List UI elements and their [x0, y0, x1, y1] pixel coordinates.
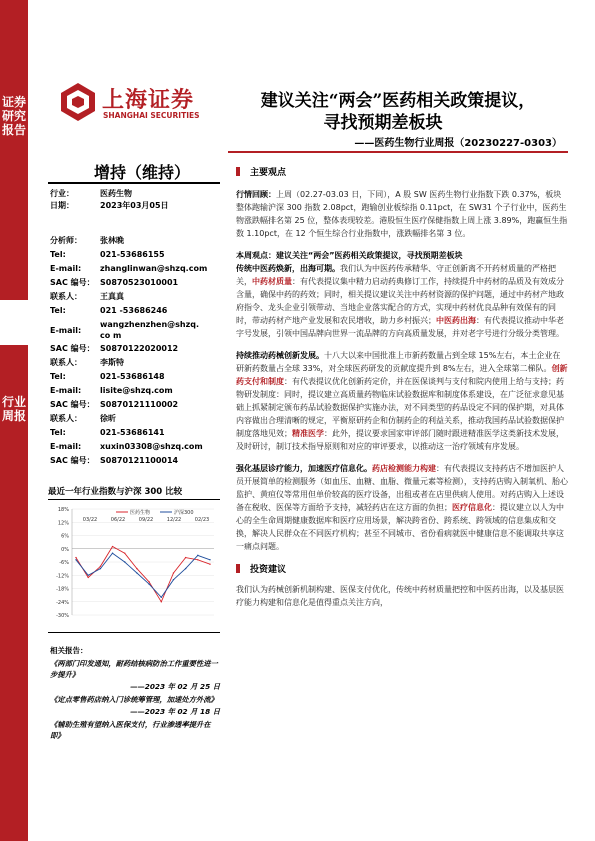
brand-name-cn: 上海证券: [102, 88, 195, 113]
analyst-value[interactable]: xuxin03308@shzq.com: [100, 442, 203, 451]
related-report-title[interactable]: 《两部门印发通知，耐药结核病防治工作重要性进一步提升》: [50, 659, 218, 679]
paragraph-weekly-view: [236, 249, 568, 262]
paragraph-lead: 传统中医药焕新，出海可期。: [236, 264, 340, 273]
x-tick-label: 09/22: [138, 517, 154, 523]
data-point: [185, 557, 186, 558]
y-tick-label: 18%: [57, 507, 69, 513]
related-report-date: ——2023 年 02 月 18 日: [130, 707, 220, 716]
related-heading: 相关报告：: [50, 646, 88, 655]
paragraph-primary-care: [236, 462, 568, 553]
analyst-value: 李斯特: [100, 358, 124, 367]
analyst-label: 分析师：: [50, 236, 82, 245]
highlight-text: 创新药支付和制度: [236, 364, 568, 386]
analyst-row: [50, 427, 222, 441]
chart-heading: 最近一年行业指数与沪深 300 比较: [48, 487, 183, 497]
paragraph-text: ：有代表提议支持药店不增加医护人员开展简单的检测服务（如血压、血糖、血脂、微量元素等检测），支持药店购入制氧机、胎心监护、黄疸仪等常用但单价较高的医疗设备，出租或者在店里供病人使用。对药店购入上述设备在税收、医保等方面给予支持，减轻药店在这方面的负担；: [236, 464, 568, 512]
y-tick-label: -24%: [56, 599, 69, 606]
related-report-date: ——2023 年 02 月 25 日: [130, 682, 220, 691]
analyst-label: Tel:: [50, 372, 66, 381]
analyst-label: Tel:: [50, 250, 66, 259]
data-point: [87, 577, 88, 578]
paragraph-investment: [236, 583, 568, 609]
section-heading: [236, 165, 568, 178]
x-tick-label: 12/22: [166, 517, 182, 523]
analyst-label: SAC 编号：: [50, 456, 95, 465]
brand-logo: [58, 82, 98, 122]
section-title: 投资建议: [250, 565, 287, 575]
analyst-value: 王真真: [100, 292, 124, 301]
analyst-value[interactable]: wangzhenzhen@shzq.co m: [100, 320, 200, 340]
analyst-label: Tel:: [50, 306, 66, 315]
analyst-row: [50, 413, 222, 427]
analyst-row: [50, 263, 222, 277]
highlight-text: 中药材质量: [252, 277, 292, 286]
section-title: 主要观点: [250, 168, 287, 178]
analyst-value: S0870121100014: [100, 456, 179, 465]
highlight-text: 医疗信息化: [452, 503, 492, 512]
analyst-value: 徐昕: [100, 414, 116, 423]
analyst-value: S0870121110002: [100, 400, 179, 409]
analyst-row: [50, 235, 222, 249]
report-subtitle: ——医药生物行业周报（20230227-0303）: [354, 138, 562, 149]
paragraph-text: ：有代表提议集中精力启动药典修订工作，持续提升中药材的品质及有效成分含量，确保中药的药效；同时，相关提议建议关注中药材资源的保护问题，通过中药材产地政府指令、龙头企业引领带动、当地企业落实配合的方式，实现中药材优良品种有效保有的同时，带动药材产地产业发展和农民增收，助力乡村振兴；: [236, 277, 564, 325]
data-point: [197, 555, 198, 556]
analyst-row: [50, 399, 222, 413]
data-point: [124, 561, 125, 562]
analyst-value[interactable]: lisite@shzq.com: [100, 386, 173, 395]
paragraph-text: ：有代表提议优化创新药定价，并在医保谈判与支付和院内使用上给与支持；药物研发制度：同时，提议建立高质量药物临床试验数据库和制度体系建设，在广泛征求意见基础上抓紧制定颁布药品试验数据保护实施办法，对不同类型的药品设定不同的保护期，对具体内容做出合理清晰的规定，平衡原研药企和仿制药企的利益关系，推动我国药品试验数据保护制度落地见效；: [236, 377, 564, 438]
data-point: [124, 552, 125, 553]
data-point: [148, 583, 149, 584]
paragraph-tcm: [236, 262, 568, 340]
paragraph-lead: 持续推动药械创新发展。: [236, 351, 324, 360]
analyst-value: 021-53686141: [100, 428, 165, 437]
paragraph-text: 我们认为药械创新机制构建、医保支付优化，传统中药材质量把控和中医药出海，以及基层医疗能力构建和信息化是值得重点关注方向，: [236, 585, 564, 607]
logo-mark-icon: [58, 82, 98, 122]
data-point: [100, 566, 101, 567]
analyst-row: [50, 455, 222, 469]
y-tick-label: 12%: [57, 520, 69, 527]
analyst-value: 021-53686148: [100, 372, 165, 381]
paragraph-text: ：此外，提议要求国家审评部门随时跟进精准医学这类新技术发展，及时研讨，制订技术指导原则和对应的审评要求，以推动这一治疗领域有序发展。: [236, 429, 564, 451]
analyst-value: S0870122020012: [100, 344, 179, 353]
highlight-text: 药店检测能力构建: [372, 464, 436, 473]
analyst-value[interactable]: zhanglinwan@shzq.com: [100, 264, 208, 273]
analyst-label: SAC 编号：: [50, 278, 95, 287]
paragraph-innovation: [236, 349, 568, 453]
meta-value: 医药生物: [100, 189, 132, 198]
x-tick-label: 06/22: [110, 517, 126, 523]
data-point: [197, 559, 198, 560]
y-tick-label: 6%: [61, 533, 69, 540]
related-report-title[interactable]: 《辅助生殖有望纳入医保支付，行业渗透率提升在即》: [50, 720, 211, 740]
section-heading: [236, 562, 568, 575]
paragraph-text: ：提议建立以人为中心的全生命周期健康数据库和医疗应用场景，解决跨省份、跨系统、跨领域的信息集成和交换，解决人民群众在不同医疗机构；甚至不同城市、省份看病就医中健康信息不能调取共享这一痛点问题。: [236, 503, 564, 551]
section-marker-icon: [236, 564, 240, 573]
series-line-pharma: [76, 547, 210, 602]
paragraph-text: 我们认为中医药传承精华、守正创新离不开药材质量的严格把关，: [236, 264, 556, 286]
analyst-row: [50, 319, 222, 343]
legend-label-hs300: 沪深300: [174, 510, 194, 516]
analyst-row: [50, 277, 222, 291]
data-point: [75, 557, 76, 558]
meta-value: 2023年03月05日: [100, 201, 169, 210]
sidebar-label-bottom: 行业周报: [1, 395, 26, 423]
paragraph-text: ：有代表提议推动中华老字号发展，引领中国品牌向世界一流品牌的方向高质量发展，并对老字号进行分级分类管理。: [236, 316, 564, 338]
brand-name-en: SHANGHAI SECURITIES: [103, 111, 200, 120]
data-point: [136, 572, 137, 573]
meta-row: [50, 200, 169, 211]
analyst-label: Tel:: [50, 428, 66, 437]
analyst-value: 021-53686155: [100, 250, 165, 259]
main-content: [236, 165, 568, 609]
section-marker-icon: [236, 167, 240, 176]
highlight-text: 精准医学: [292, 429, 324, 438]
data-point: [209, 559, 210, 560]
analyst-value: 021 -53686246: [100, 306, 168, 315]
analyst-label: 联系人：: [50, 414, 82, 423]
paragraph-lead: 行情回顾：: [236, 190, 276, 199]
report-title-line1: 建议关注“两会”医药相关政策提议，: [260, 91, 536, 111]
analyst-label: E-mail:: [50, 264, 82, 273]
meta-row: [50, 188, 169, 199]
index-comparison-chart: [48, 503, 220, 628]
analyst-label: 联系人：: [50, 292, 82, 301]
analyst-value: S0870523010001: [100, 278, 179, 287]
rating-divider: [48, 182, 220, 184]
x-tick-label: 03/22: [82, 517, 98, 523]
data-point: [112, 546, 113, 547]
data-point: [173, 572, 174, 573]
analyst-label: SAC 编号：: [50, 344, 95, 353]
paragraph-lead: 本周观点：建议关注“两会”医药相关政策提议，寻找预期差板块: [236, 251, 463, 260]
chart-divider: [48, 499, 220, 500]
meta-label: 行业：: [50, 189, 74, 198]
analyst-label: 联系人：: [50, 358, 82, 367]
analyst-row: [50, 343, 222, 357]
analyst-list: [50, 235, 222, 469]
data-point: [112, 552, 113, 553]
analyst-value: 张林晚: [100, 236, 124, 245]
data-point: [100, 568, 101, 569]
paragraph-text: 十八大以来中国批准上市新药数量占到全球 15%左右，本土企业在研新药数量占全球 33%，对全球医药研发的贡献度提升到 8%左右，进入全球第二梯队。: [236, 351, 561, 373]
data-point: [173, 579, 174, 580]
meta-label: 日期：: [50, 201, 74, 210]
rating: 增持（维持）: [93, 163, 190, 182]
y-tick-label: -30%: [56, 613, 69, 619]
analyst-row: [50, 291, 222, 305]
analyst-row: [50, 385, 222, 399]
data-point: [185, 568, 186, 569]
analyst-label: E-mail:: [50, 326, 82, 335]
analyst-label: SAC 编号：: [50, 400, 95, 409]
sidebar-label-top: 证券研究报告: [1, 95, 26, 137]
analyst-row: [50, 371, 222, 385]
data-point: [209, 564, 210, 565]
data-point: [75, 559, 76, 560]
x-tick-label: 02/23: [194, 517, 210, 523]
legend-label-pharma: 医药生物: [130, 510, 151, 516]
paragraph-lead: 强化基层诊疗能力，加速医疗信息化。: [236, 464, 372, 473]
report-title-line2: 寻找预期差板块: [323, 113, 443, 133]
analyst-row: [50, 357, 222, 371]
paragraph-text: 上周（02.27-03.03 日，下同），A 股 SW 医药生物行业指数下跌 0.37%，板块整体跑输沪深 300 指数 2.08pct，跑输创业板综指 0.11pct，在 SW31 个子行业中，医药生物涨跌幅排名第 25 位，整体表现较差。港股恒生医疗保健指数上周上涨 3.89%，跑赢恒生指数 1.10pct，在 12 个恒生综合行业指数中，涨跌幅排名第 3 位。: [236, 190, 568, 238]
data-point: [148, 581, 149, 582]
data-point: [161, 601, 162, 602]
analyst-label: E-mail:: [50, 386, 82, 395]
analyst-row: [50, 305, 222, 319]
y-tick-label: -6%: [59, 560, 69, 566]
data-point: [161, 597, 162, 598]
y-tick-label: -12%: [56, 573, 69, 580]
data-point: [87, 575, 88, 576]
analyst-row: [50, 441, 222, 455]
related-list: [50, 658, 220, 741]
related-report-title[interactable]: 《定点零售药店纳入门诊统筹管理，加速处方外流》: [50, 695, 218, 704]
sidebar-band-top: [0, 0, 28, 300]
y-tick-label: -18%: [56, 586, 69, 593]
y-tick-label: 0%: [61, 546, 69, 553]
data-point: [136, 568, 137, 569]
title-divider: [228, 151, 568, 153]
meta-block: [50, 188, 169, 211]
highlight-text: 中医药出海: [436, 316, 476, 325]
paragraph-market-review: [236, 188, 568, 240]
analyst-label: E-mail:: [50, 442, 82, 451]
related-divider: [48, 632, 220, 633]
analyst-row: [50, 249, 222, 263]
